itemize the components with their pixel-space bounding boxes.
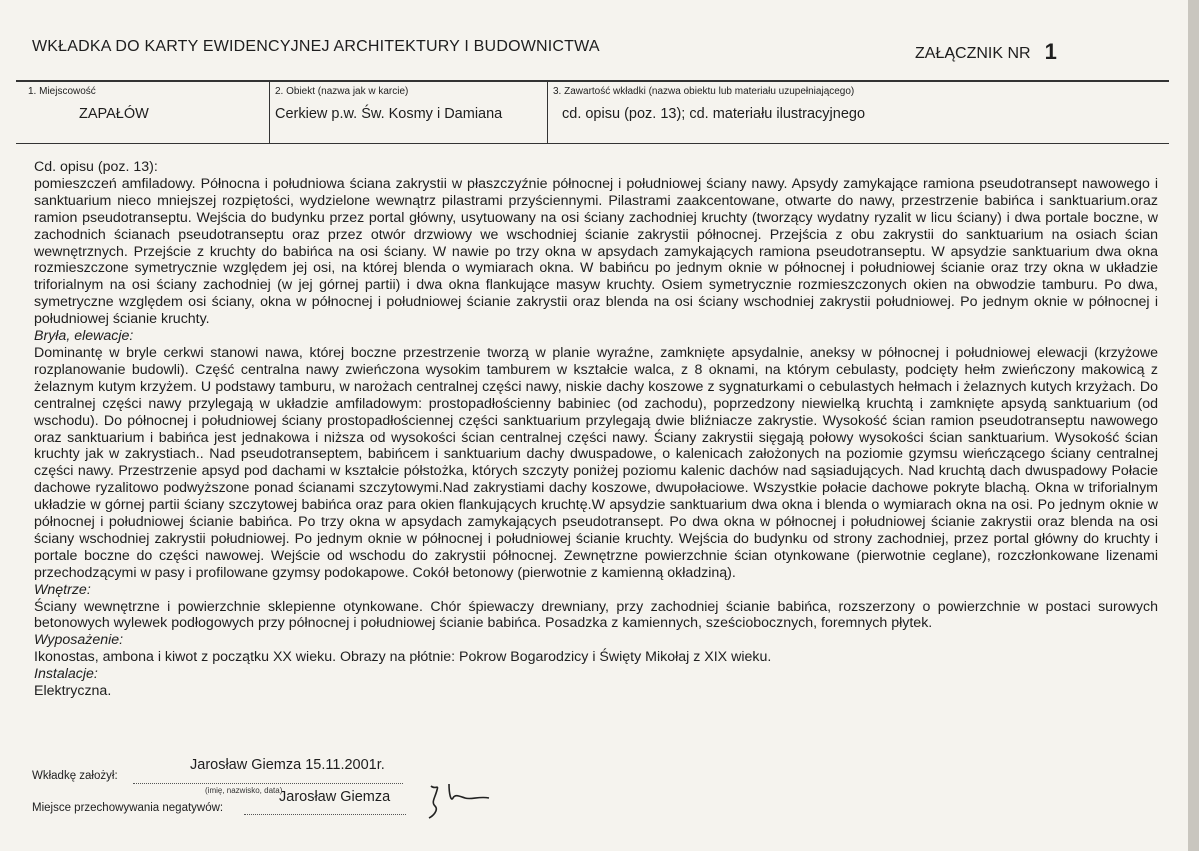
created-by-note: (imię, nazwisko, data): [205, 786, 283, 795]
page-edge-shadow: [1188, 0, 1199, 851]
attachment-number-block: [915, 38, 1057, 64]
description-intro: Cd. opisu (poz. 13):: [34, 159, 158, 175]
negatives-storage-dotted-line: [244, 814, 406, 815]
contents-value: cd. opisu (poz. 13); cd. materiału ilustracyjnego: [562, 106, 866, 122]
section-text-bryla: Dominantę w bryle cerkwi stanowi nawa, której boczne przestrzenie tworzą w planie wyraźne, zamknięte apsydalnie, aneksy w północnej i południowej elewacji (krzyżowe rozplanowanie budowli). Część centralna nawy zwieńczona wysokim tamburem w kształcie walca, z 8 oknami, na którym cebulasty, podcięty hełm zwieńczony makowicą z żelaznym kutym krzyżem. U podstawy tamburu, w narożach centralnej części nawy, niskie dachy koszowe z sygnaturkami o cebulastych hełmach i żelaznych kutych krzyżach. Do centralnej części nawy przylegają w układzie amfiladowym: prostopadłościenny babiniec (od zachodu), poprzedzony niewielką kruchtą i zamknięte apsydą sanktuarium (od wschodu). Do północnej i południowej ściany prostopadłościennej części sanktuarium przylegają dwie bliźniacze zakrystie. Wysokość ścian ramion pseudotranseptu nawowego oraz sanktuarium i babińca jest jednakowa i niższa od wysokości ścian centralnej części nawy. Ściany zakrystii sięgają połowy wysokości ścian sanktuarium. Wysokość ścian kruchty jak w zakrystiach.. Nad pseudotranseptem, babińcem i sanktuarium dachy dwuspadowe, o kalenicach założonych na poziomie gzymsu wieńczącego ściany centralnej części nawy. Przestrzenie apsyd pod dachami w kształcie półstożka, których szczyty poniżej poziomu kalenic dachów nad sąsiadujących. Nad kruchtą dach dwuspadowy Połacie dachowe ryzalitowo podwyższone ponad ścianami szczytowymi.Nad zakrystiami dachy koszowe, dwupołaciowe. Wszystkie połacie dachowe pokryte blachą. Okna w triforialnym układzie w górnej partii ściany szczytowej babińca oraz para okien flankujących kruchtę.W apsydzie sanktuarium dwa okna i blenda o wymiarach okna na osi. Po jednym oknie w północnej i południowej ścianie babińca. Po trzy okna w apsydach zamykających pseudotransept. Po dwa okna w północnej i południowej ścianie zakrystii oraz blenda na osi ściany wschodniej zakrystii południowej. Po jednym oknie w północnej i południowej ścianie kruchty. Wejścia do budynku od strony zachodniej, przez portal główny do kruchty i portale boczne do części nawowej. Wejście od wschodu do zakrystii północnej. Zewnętrzne powierzchnie ścian otynkowane (pierwotnie ceglane), rozczłonkowane lizenami przechodzącymi w pasy i profilowane gzymsy podokapowe. Cokół betonowy (pierwotnie z kamienną okładziną).: [34, 344, 1158, 581]
section-text-wyposazenie: Ikonostas, ambona i kiwot z początku XX wieku. Obrazy na płótnie: Pokrow Bogarodzicy i Święty Mikołaj z XIX wieku.: [34, 649, 772, 666]
description-body: [34, 159, 1158, 700]
section-heading-wyposazenie: Wyposażenie:: [34, 632, 124, 649]
attachment-label: ZAŁĄCZNIK NR: [915, 45, 1031, 62]
created-by-value: Jarosław Giemza 15.11.2001r.: [190, 757, 385, 773]
fields-divider: [16, 143, 1169, 144]
object-label: 2. Obiekt (nazwa jak w karcie): [275, 86, 409, 97]
description-layout-paragraph: pomieszczeń amfiladowy. Północna i południowa ściana zakrystii w płaszczyźnie północnej i południowej ściany nawy. Apsydy zamykające ramiona pseudotransept nawowego i sanktuarium nieco mniejszej rozpiętości, wydzielone wewnątrz pilastrami przyściennymi. Pilastrami zaakcentowane, otwarte do nawy, przestrzenie babińca i sanktuarium.oraz ramion pseudotranseptu. Wejścia do budynku przez portal główny, usytuowany na osi ściany zachodniej kruchty (tworzący wydatny ryzalit w licu ściany) i dwa portale boczne, w zachodnich ścianach pseudotranseptu oraz przez otwór drzwiowy we wschodniej ścianie zakrystii północnej. Przejścia z obu zakrystii do sanktuarium na osiach ścian wewnętrznych. Przejście z kruchty do babińca na osi ściany. W nawie po trzy okna w apsydach zamykających ramiona pseudotranseptu. W apsydzie sanktuarium dwa okna rozmieszczone symetrycznie względem jej osi, na której blenda o wymiarach okna. W babińcu po jednym oknie w północnej i południowej ścianie oraz trzy okna w układzie triforialnym na osi ściany zachodniej (w jej górnej partii) i dwa okna flankujące masyw kruchty. Osiem symetrycznie rozmieszczonych okien na obwodzie tamburu. Po dwa, symetryczne względem osi ściany, okna w północnej i południowej ścianie zakrystii oraz blenda na osi ściany wschodniej zakrystii południowej. Po jednym oknie w północnej i południowej ścianie kruchty.: [34, 175, 1158, 328]
section-heading-bryla: Bryła, elewacje:: [34, 328, 134, 345]
negatives-storage-label: Miejsce przechowywania negatywów:: [32, 802, 224, 814]
locality-label: 1. Miejscowość: [28, 86, 96, 97]
locality-value: ZAPAŁÓW: [79, 106, 149, 122]
created-by-label: Wkładkę założył:: [32, 770, 118, 782]
created-by-dotted-line: [133, 783, 403, 784]
negatives-storage-value: Jarosław Giemza: [279, 789, 391, 805]
contents-label: 3. Zawartość wkładki (nazwa obiektu lub materiału uzupełniającego): [553, 86, 855, 97]
handwritten-signature: [423, 780, 503, 820]
field-divider-1: [269, 82, 270, 143]
document-title: WKŁADKA DO KARTY EWIDENCYJNEJ ARCHITEKTURY I BUDOWNICTWA: [32, 38, 600, 55]
object-value: Cerkiew p.w. Św. Kosmy i Damiana: [275, 106, 503, 122]
field-divider-2: [547, 82, 548, 143]
section-heading-wnetrze: Wnętrze:: [34, 581, 91, 598]
section-text-wnetrze: Ściany wewnętrzne i powierzchnie sklepienne otynkowane. Chór śpiewaczy drewniany, przy zachodniej ścianie babińca, rozszerzony o powierzchnie w postaci surowych betonowych wylewek podłogowych przy północnej i południowej ścianie babińca. Posadzka z kamiennych, sześciobocznych, foremnych płytek.: [34, 598, 1158, 632]
section-text-instalacje: Elektryczna.: [34, 683, 112, 700]
header-divider: [16, 80, 1169, 82]
attachment-number: 1: [1044, 39, 1057, 64]
section-heading-instalacje: Instalacje:: [34, 666, 98, 683]
